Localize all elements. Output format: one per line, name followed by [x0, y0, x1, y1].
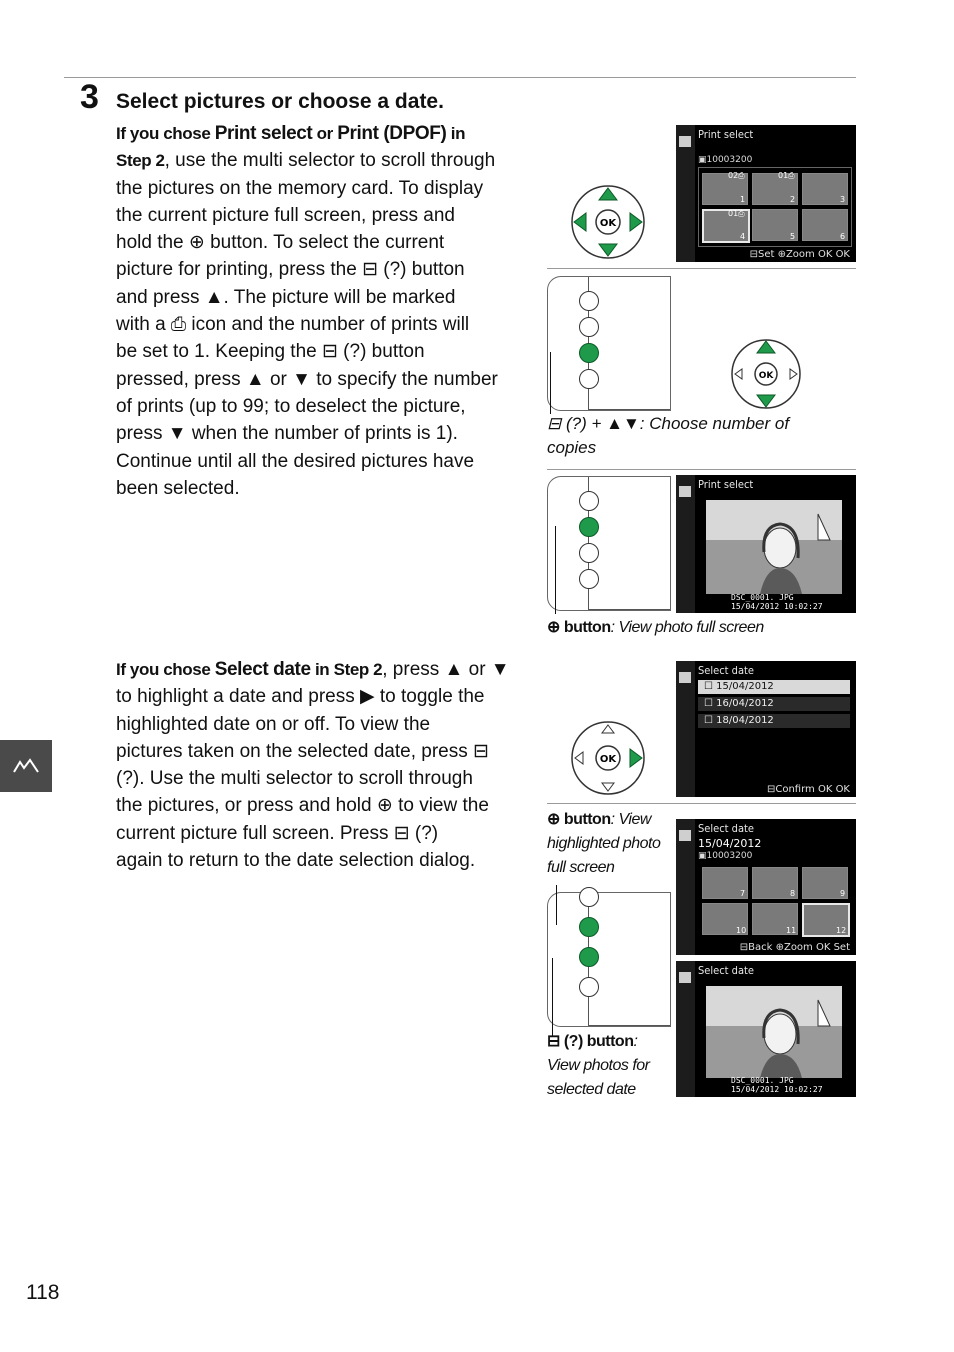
- print-line: and press ▲. The picture will be marked: [116, 286, 456, 308]
- thumbnail-help-button[interactable]: [579, 543, 599, 563]
- ok-button[interactable]: [579, 369, 599, 389]
- print-count-badge: 01⎙: [778, 171, 795, 180]
- divider: [547, 803, 856, 804]
- print-line: been selected.: [116, 477, 240, 499]
- thumbnail-number: 12: [836, 926, 847, 935]
- thumbnail-number: 11: [786, 926, 797, 935]
- caption-line: [547, 808, 672, 832]
- choose-copies-caption: [547, 412, 847, 460]
- lead-text: If you chose: [116, 124, 215, 143]
- menu-button[interactable]: [579, 887, 599, 907]
- caption-line: selected date: [547, 1081, 636, 1098]
- timestamp: 15/04/2012 10:02:27: [731, 1085, 823, 1094]
- print-line: be set to 1. Keeping the ⊟ (?) button: [116, 341, 425, 363]
- menu-button[interactable]: [579, 291, 599, 311]
- thumbnail-number: 8: [790, 889, 796, 898]
- print-line: pressed, press ▲ or ▼ to specify the number: [116, 368, 498, 390]
- callout-line: [552, 958, 553, 1036]
- monitor: [588, 893, 670, 1026]
- caption-line: [547, 1030, 672, 1054]
- caption-line: View photos for: [547, 1057, 650, 1074]
- print-line: the current picture full screen, press and: [116, 204, 456, 226]
- date-line-1: [116, 656, 536, 683]
- thumbnail-number: 7: [740, 889, 746, 898]
- screen-title: Print select: [698, 128, 754, 141]
- thumbnail-number: 6: [840, 232, 846, 241]
- select-date-grid-screen: [676, 819, 856, 955]
- menu-print-select: Print select: [214, 123, 313, 144]
- print-count-badge: 01⎙: [728, 209, 745, 218]
- camera-back-illustration: [547, 276, 671, 411]
- screen-footer: ⊟Back ⊕Zoom OK Set: [739, 942, 850, 953]
- print-select-grid-screen: [676, 125, 856, 262]
- print-select-paragraph: [116, 120, 536, 502]
- caption-button: ⊟ (?) button: [547, 1033, 634, 1050]
- ok-button[interactable]: [579, 977, 599, 997]
- playback-tab-icon: [12, 756, 40, 776]
- date-line: pictures taken on the selected date, press ⊟: [116, 740, 489, 762]
- print-lead-line: [116, 120, 536, 147]
- date-checkbox[interactable]: ☐ 18/04/2012: [704, 715, 774, 726]
- caption-button: ⊕ button: [547, 619, 611, 636]
- file-name: DSC_0001. JPG: [731, 593, 794, 602]
- screen-footer: ⊟Set ⊕Zoom OK OK: [749, 249, 850, 260]
- lead-in: in: [310, 660, 334, 679]
- thumbnail-number: 10: [736, 926, 747, 935]
- folder-label: ▣10003200: [698, 155, 753, 165]
- select-date-list-screen: [676, 661, 856, 797]
- screen-title: Select date: [698, 964, 754, 977]
- date-label: 16/04/2012: [716, 698, 774, 709]
- zoom-in-button[interactable]: [579, 917, 599, 937]
- date-line: again to return to the date selection dialog.: [116, 850, 476, 872]
- lead-or: or: [312, 124, 338, 143]
- print-line: press ▼ when the number of prints is 1).: [116, 423, 458, 445]
- lead-text: If you chose: [116, 660, 215, 679]
- full-screen-photo: [706, 986, 842, 1078]
- caption-button: ⊕ button: [547, 811, 611, 828]
- section-side-tab: [0, 740, 52, 792]
- step-number: 3: [80, 78, 99, 116]
- ok-label: OK: [599, 754, 617, 765]
- thumbnail-number: 9: [840, 889, 846, 898]
- callout-line: [556, 885, 557, 925]
- zoom-in-button[interactable]: [579, 317, 599, 337]
- screen-side-strip: [676, 661, 695, 797]
- thumbnail-number: 4: [740, 232, 746, 241]
- date-line: the pictures, or press and hold ⊕ to view the: [116, 795, 489, 817]
- caption-desc: :: [633, 1033, 638, 1050]
- screen-side-strip: [676, 819, 695, 955]
- monitor: [588, 277, 670, 410]
- step-ref: Step 2: [333, 660, 383, 679]
- print-line: with a ⎙ icon and the number of prints will: [116, 314, 470, 336]
- date-line: to highlight a date and press ▶ to toggle the: [116, 686, 485, 708]
- date-line: (?). Use the multi selector to scroll through: [116, 768, 473, 790]
- timestamp: 15/04/2012 10:02:27: [731, 602, 823, 611]
- menu-button[interactable]: [579, 491, 599, 511]
- date-heading: 15/04/2012: [698, 837, 762, 850]
- print-line: picture for printing, press the ⊟ (?) button: [116, 259, 465, 281]
- camera-back-illustration: [547, 476, 671, 611]
- file-name: DSC_0001. JPG: [731, 1076, 794, 1085]
- ok-label: OK: [599, 218, 617, 229]
- caption-line: full screen: [547, 859, 615, 876]
- screen-footer: ⊟Confirm OK OK: [766, 784, 850, 795]
- zoom-caption: [547, 616, 857, 640]
- date-line: highlighted date on or off. To view the: [116, 713, 431, 735]
- select-date-full-screen: [676, 961, 856, 1097]
- caption-desc: : View photo full screen: [610, 619, 764, 636]
- playback-menu-icon: [679, 136, 691, 147]
- print-line-1: [116, 147, 536, 174]
- multi-selector-up-down-illustration: [730, 338, 802, 410]
- date-line-text: , press ▲ or ▼: [382, 659, 510, 680]
- screen-title: Select date: [698, 664, 754, 677]
- zoom-in-button[interactable]: [579, 517, 599, 537]
- thumbnail-number: 2: [790, 195, 796, 204]
- ok-button[interactable]: [579, 569, 599, 589]
- full-screen-photo: [706, 500, 842, 594]
- date-checkbox[interactable]: ☐ 15/04/2012: [704, 681, 774, 692]
- screen-side-strip: [676, 475, 695, 613]
- thumbnail-number: 5: [790, 232, 796, 241]
- screen-side-strip: [676, 961, 695, 1097]
- playback-menu-icon: [679, 672, 691, 683]
- monitor: [588, 477, 670, 610]
- zoom-highlight-caption: [547, 808, 672, 880]
- menu-print-dpof: Print (DPOF): [337, 123, 447, 144]
- print-select-full-screen: [676, 475, 856, 613]
- page-number: 118: [26, 1281, 60, 1304]
- step-ref: Step 2: [116, 151, 165, 171]
- caption-line: copies: [547, 438, 597, 457]
- ok-label: OK: [758, 371, 774, 381]
- menu-select-date: Select date: [214, 659, 311, 680]
- multi-selector-right-illustration: [570, 720, 646, 796]
- thumbnail-number: 3: [840, 195, 846, 204]
- print-line: the pictures on the memory card. To display: [116, 177, 484, 199]
- lead-in: in: [446, 124, 466, 143]
- screen-title: Print select: [698, 478, 754, 491]
- thumbnail-button-caption: [547, 1030, 672, 1102]
- playback-menu-icon: [679, 486, 691, 497]
- multi-selector-up-down-illustration: [570, 184, 646, 260]
- step-title: Select pictures or choose a date.: [116, 90, 444, 113]
- thumbnail-help-button[interactable]: [579, 947, 599, 967]
- date-label: 18/04/2012: [716, 715, 774, 726]
- thumbnail-number: 1: [740, 195, 746, 204]
- callout-line: [550, 352, 551, 414]
- top-rule: [64, 77, 856, 78]
- thumbnail-help-button[interactable]: [579, 343, 599, 363]
- date-checkbox[interactable]: ☐ 16/04/2012: [704, 698, 774, 709]
- caption-desc: : View: [610, 811, 651, 828]
- playback-menu-icon: [679, 830, 691, 841]
- print-line: Continue until all the desired pictures have: [116, 450, 475, 472]
- divider: [547, 469, 856, 470]
- date-line: current picture full screen. Press ⊟ (?): [116, 822, 439, 844]
- folder-label: ▣10003200: [698, 851, 753, 861]
- camera-back-illustration: [547, 892, 671, 1027]
- print-line: of prints (up to 99; to deselect the picture,: [116, 395, 466, 417]
- print-line: hold the ⊕ button. To select the current: [116, 232, 445, 254]
- screen-title: Select date: [698, 822, 754, 835]
- select-date-paragraph: [116, 656, 536, 874]
- playback-menu-icon: [679, 972, 691, 983]
- print-count-badge: 02⎙: [728, 171, 745, 180]
- print-line-text: , use the multi selector to scroll through: [164, 150, 496, 172]
- callout-line: [555, 526, 556, 614]
- caption-line: highlighted photo: [547, 835, 661, 852]
- date-label: 15/04/2012: [716, 681, 774, 692]
- screen-side-strip: [676, 125, 695, 262]
- divider: [547, 268, 856, 269]
- caption-line: ⊟ (?) + ▲▼: Choose number of: [547, 414, 790, 433]
